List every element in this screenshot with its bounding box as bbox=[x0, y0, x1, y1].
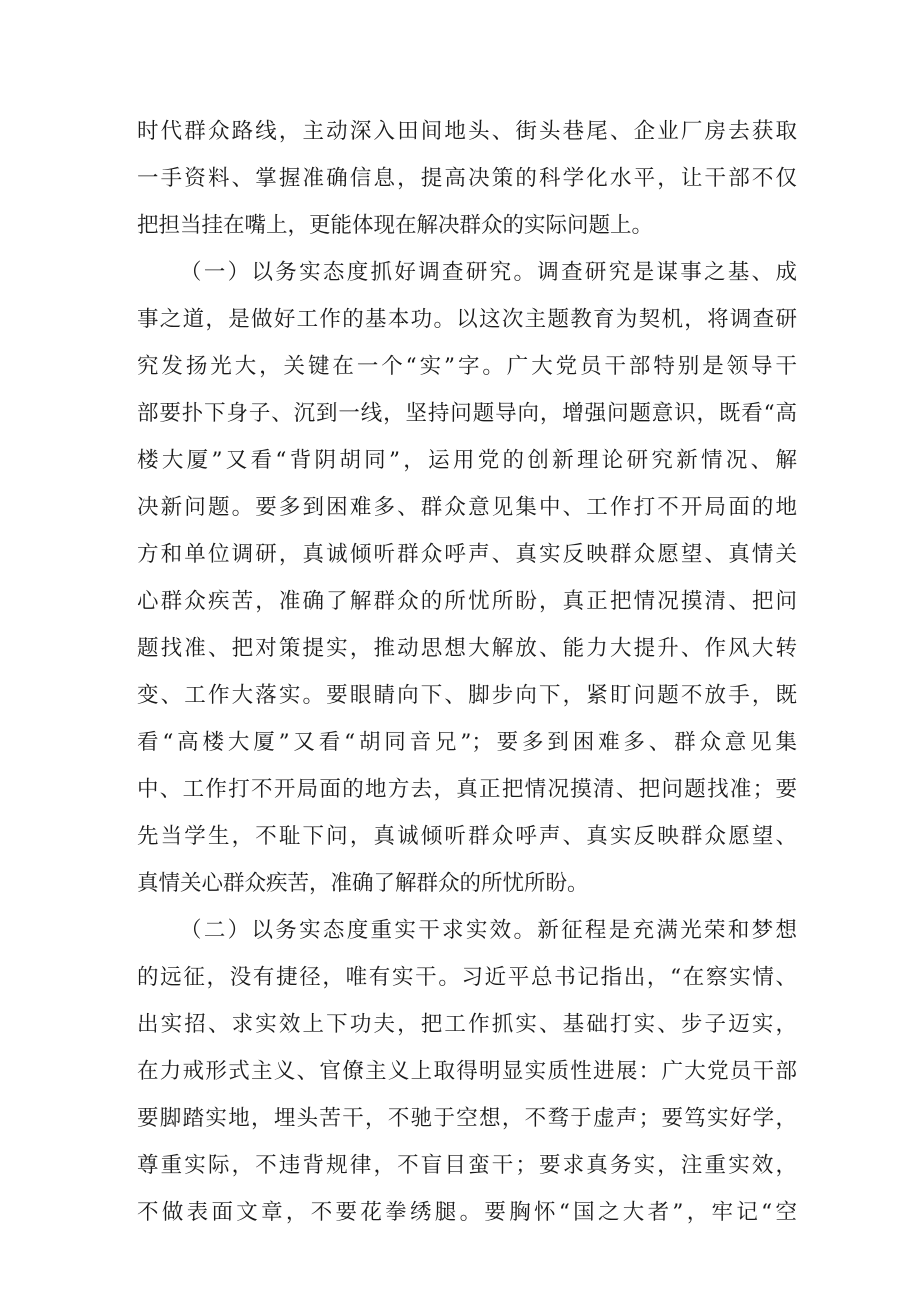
text-line: 决新问题。要多到困难多、群众意见集中、工作打不开局面的地 bbox=[137, 495, 797, 520]
text-line: 楼大厦”又看“背阴胡同”，运用党的创新理论研究新情况、解 bbox=[137, 448, 797, 473]
paragraph-intro-continuation bbox=[137, 108, 797, 249]
text-line: 题找准、把对策提实，推动思想大解放、能力大提升、作风大转 bbox=[137, 636, 797, 661]
text-line: 事之道，是做好工作的基本功。以这次主题教育为契机，将调查研 bbox=[137, 307, 797, 332]
text-line: 在力戒形式主义、官僚主义上取得明显实质性进展：广大党员干部 bbox=[137, 1059, 797, 1084]
text-line: 要脚踏实地，埋头苦干，不驰于空想，不骛于虚声；要笃实好学， bbox=[137, 1106, 797, 1131]
text-line: 尊重实际，不违背规律，不盲目蛮干；要求真务实，注重实效， bbox=[137, 1153, 797, 1178]
document-body bbox=[137, 108, 797, 1236]
text-line: 方和单位调研，真诚倾听群众呼声、真实反映群众愿望、真情关 bbox=[137, 542, 797, 567]
text-line: 不做表面文章，不要花拳绣腿。要胸怀“国之大者”，牢记“空 bbox=[137, 1200, 797, 1225]
text-line: 究发扬光大，关键在一个“实”字。广大党员干部特别是领导干 bbox=[137, 354, 797, 379]
text-line: 一手资料、掌握准确信息，提高决策的科学化水平，让干部不仅 bbox=[137, 166, 797, 191]
text-line: 先当学生，不耻下问，真诚倾听群众呼声、真实反映群众愿望、 bbox=[137, 824, 797, 849]
text-line: 心群众疾苦，准确了解群众的所忧所盼，真正把情况摸清、把问 bbox=[137, 589, 797, 614]
text-line: 的远征，没有捷径，唯有实干。习近平总书记指出，“在察实情、 bbox=[137, 965, 797, 990]
text-line: 真情关心群众疾苦，准确了解群众的所忧所盼。 bbox=[137, 871, 589, 896]
text-line: 出实招、求实效上下功夫，把工作抓实、基础打实、步子迈实， bbox=[137, 1012, 797, 1037]
paragraph-section-two bbox=[137, 907, 797, 1236]
text-line: 变、工作大落实。要眼睛向下、脚步向下，紧盯问题不放手，既 bbox=[137, 683, 797, 708]
text-line: 把担当挂在嘴上，更能体现在解决群众的实际问题上。 bbox=[137, 213, 654, 238]
text-line: 部要扑下身子、沉到一线，坚持问题导向，增强问题意识，既看“高 bbox=[137, 401, 797, 426]
text-line: 中、工作打不开局面的地方去，真正把情况摸清、把问题找准；要 bbox=[137, 777, 797, 802]
text-line: （二）以务实态度重实干求实效。新征程是充满光荣和梦想 bbox=[180, 918, 797, 943]
text-line: 时代群众路线，主动深入田间地头、街头巷尾、企业厂房去获取 bbox=[137, 119, 797, 144]
text-line: 看“高楼大厦”又看“胡同音兄”；要多到困难多、群众意见集 bbox=[137, 730, 797, 755]
paragraph-section-one bbox=[137, 249, 797, 907]
text-line: （一）以务实态度抓好调查研究。调查研究是谋事之基、成 bbox=[180, 260, 797, 285]
